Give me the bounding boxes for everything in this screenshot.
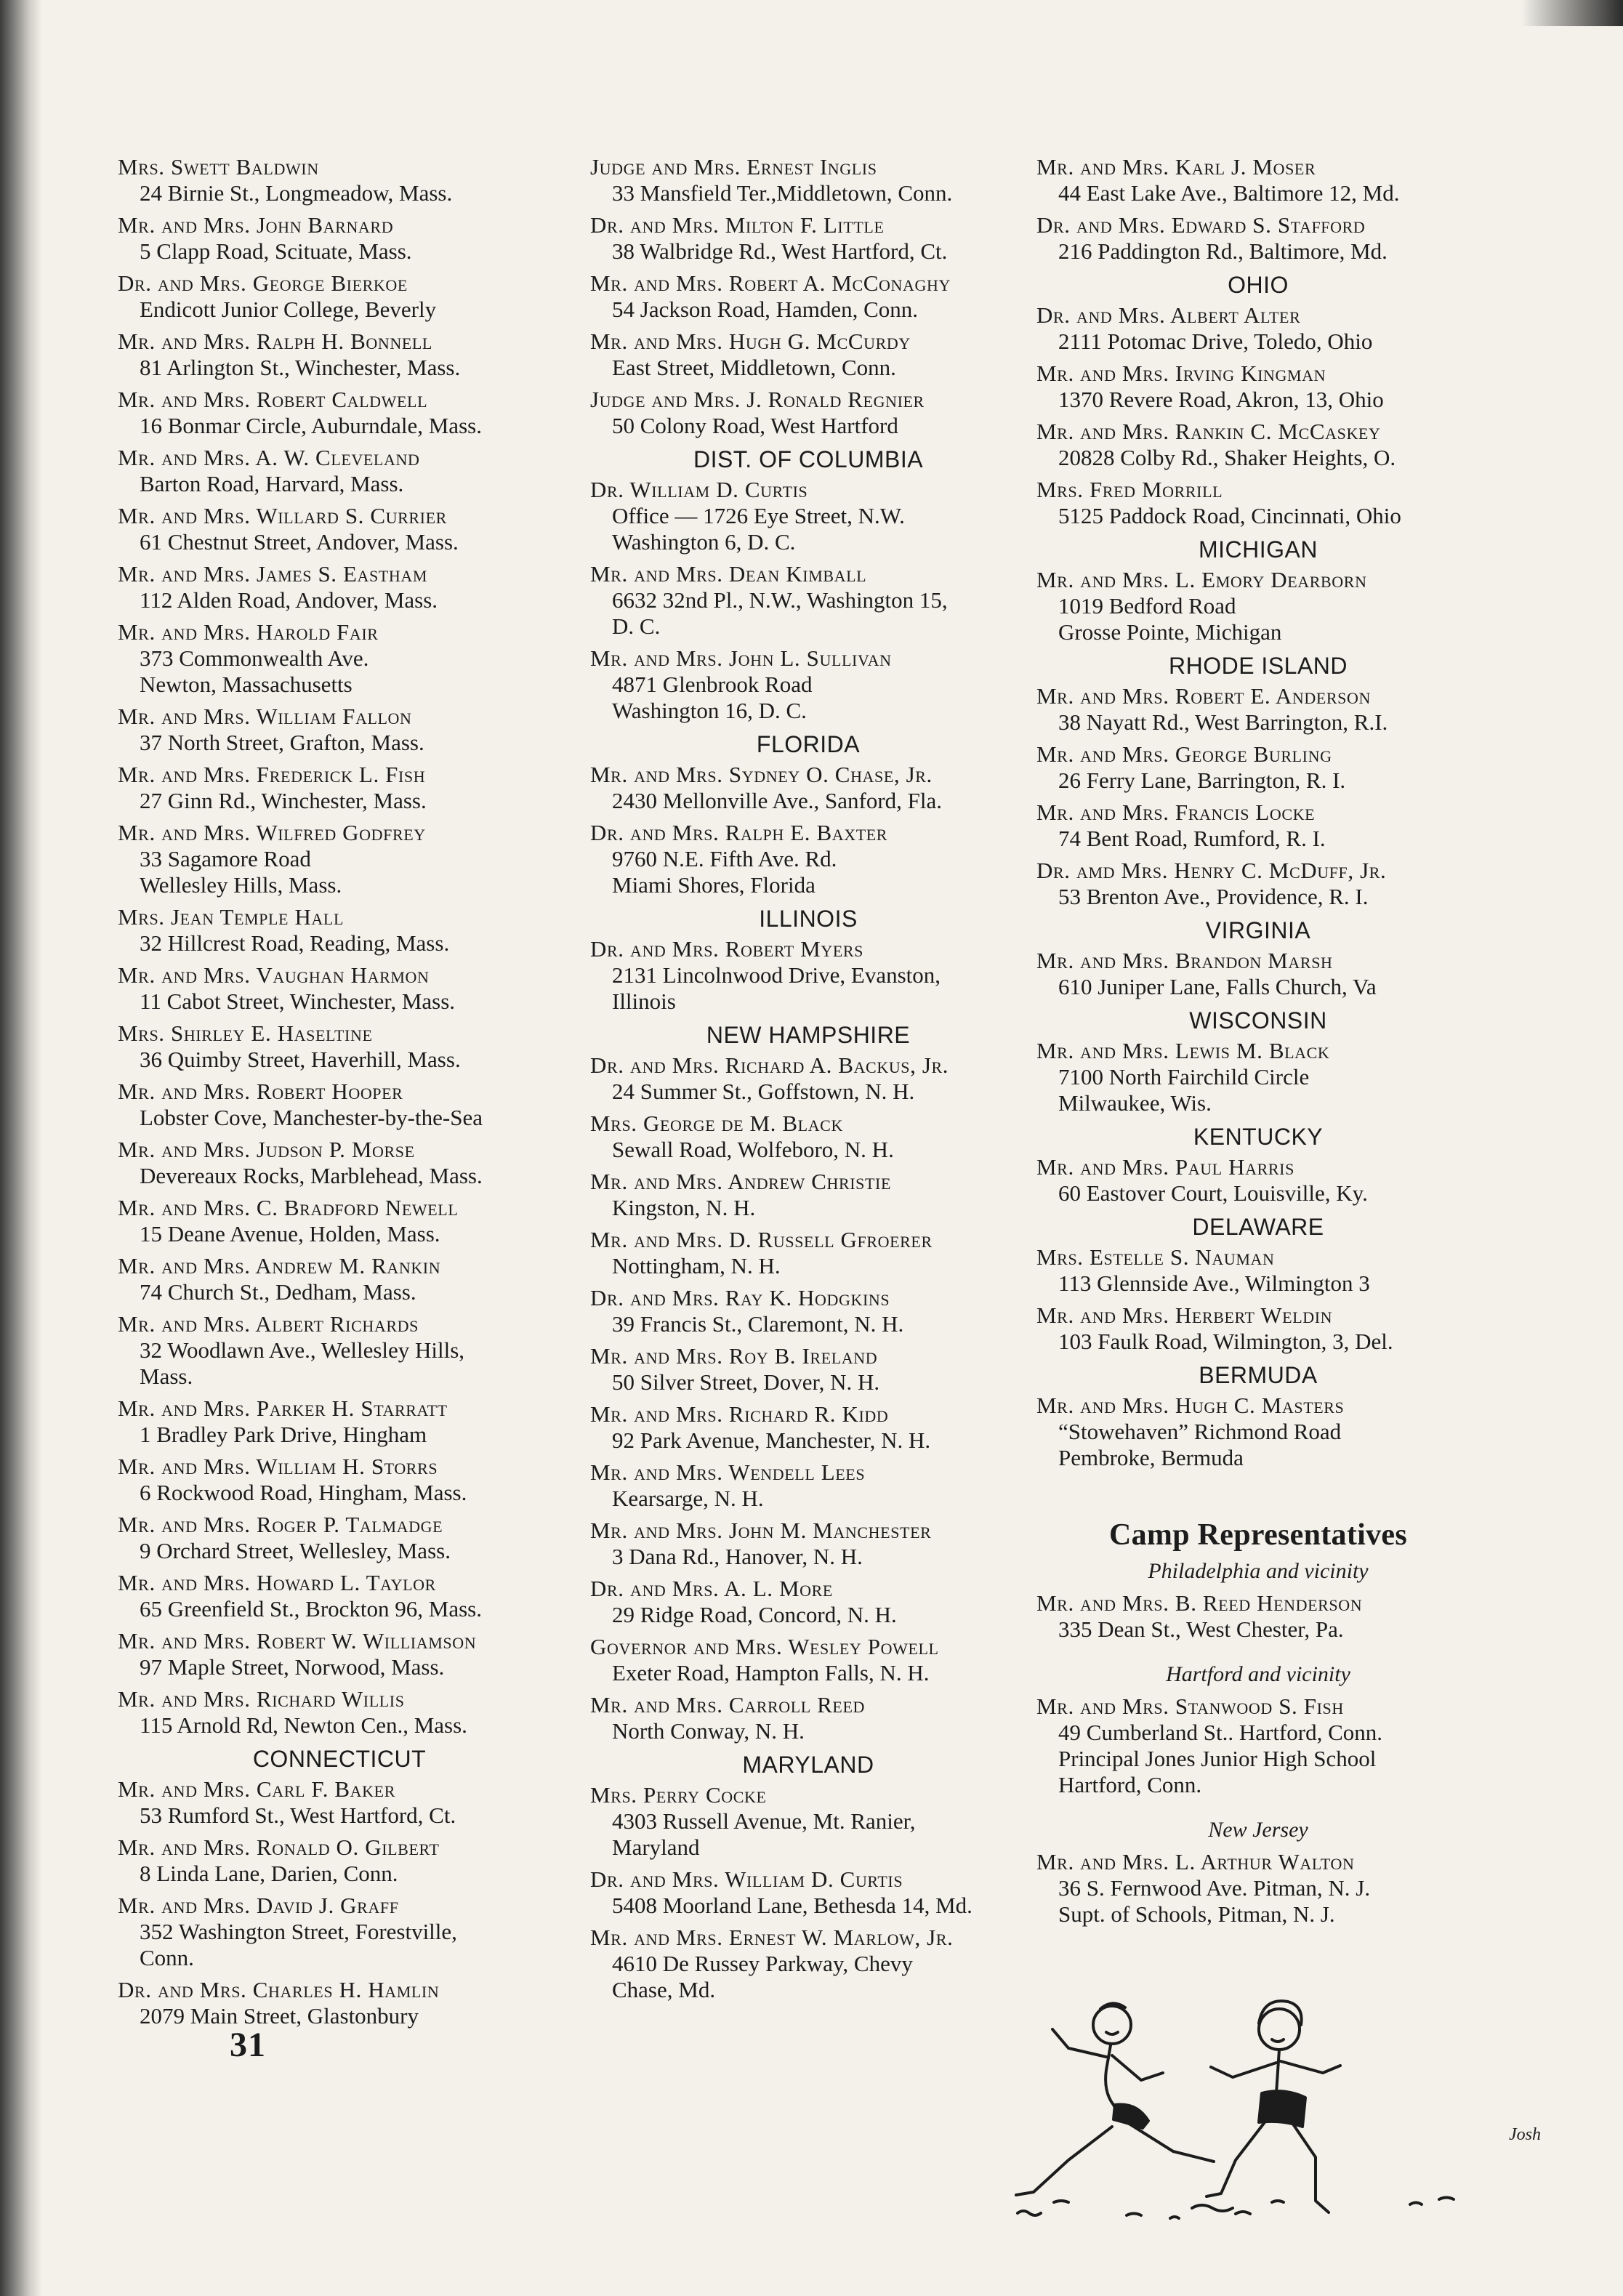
entry-address-line: 74 Bent Road, Rumford, R. I.	[1058, 826, 1326, 851]
entry-address-line: 39 Francis St., Claremont, N. H.	[612, 1311, 904, 1337]
entry-address-line: Pembroke, Bermuda	[1058, 1445, 1244, 1470]
directory-entry	[1036, 477, 1480, 529]
directory-entry	[1036, 683, 1480, 736]
entry-name: Mr. and Mrs. Ralph H. Bonnell	[118, 329, 432, 354]
entry-name: Mr. and Mrs. Dean Kimball	[590, 561, 867, 587]
directory-entry	[118, 962, 561, 1015]
state-heading: WISCONSIN	[1189, 1007, 1327, 1034]
entry-address-line: Office — 1726 Eye Street, N.W.	[612, 503, 905, 528]
entry-address-line: 2079 Main Street, Glastonbury	[140, 2003, 419, 2029]
entry-address-line: 8 Linda Lane, Darien, Conn.	[140, 1861, 398, 1886]
entry-name: Mr. and Mrs. Francis Locke	[1036, 799, 1316, 825]
camp-representatives-title: Camp Representatives	[1108, 1518, 1407, 1552]
entry-address-line: Milwaukee, Wis.	[1058, 1090, 1212, 1116]
directory-entry	[118, 762, 561, 814]
entry-name: Mr. and Mrs. Frederick L. Fish	[118, 762, 426, 787]
directory-entry	[590, 762, 1026, 814]
entry-address-line: 5408 Moorland Lane, Bethesda 14, Md.	[612, 1893, 972, 1918]
entry-name: Mr. and Mrs. David J. Graff	[118, 1893, 399, 1918]
entry-name: Mr. and Mrs. Rankin C. McCaskey	[1036, 419, 1381, 444]
entry-name: Mr. and Mrs. L. Arthur Walton	[1036, 1849, 1355, 1874]
state-heading: NEW HAMPSHIRE	[706, 1022, 911, 1048]
entry-address-line: East Street, Middletown, Conn.	[612, 355, 896, 380]
directory-entry	[1036, 1244, 1480, 1297]
directory-entry	[590, 1576, 1026, 1628]
directory-entry	[118, 1253, 561, 1305]
directory-entry	[1036, 154, 1480, 206]
entry-address-line: 44 East Lake Ave., Baltimore 12, Md.	[1058, 180, 1400, 206]
entry-address-line: 113 Glennside Ave., Wilmington 3	[1058, 1270, 1370, 1296]
entry-name: Mr. and Mrs. John L. Sullivan	[590, 645, 892, 671]
entry-name: Dr. and Mrs. Edward S. Stafford	[1036, 212, 1366, 238]
entry-address-line: 38 Walbridge Rd., West Hartford, Ct.	[612, 238, 948, 264]
entry-address-line: Newton, Massachusetts	[140, 672, 353, 697]
directory-entry	[1036, 948, 1480, 1000]
directory-entry	[118, 1628, 561, 1680]
entry-name: Mr. and Mrs. B. Reed Henderson	[1036, 1590, 1363, 1616]
directory-entry	[590, 820, 1026, 898]
directory-entry	[1036, 858, 1480, 910]
directory-entry	[590, 270, 1026, 323]
directory-entry	[590, 1866, 1026, 1919]
entry-name: Mr. and Mrs. Andrew Christie	[590, 1169, 892, 1194]
entry-address-line: 115 Arnold Rd, Newton Cen., Mass.	[140, 1712, 467, 1738]
entry-address-line: 53 Brenton Ave., Providence, R. I.	[1058, 884, 1369, 909]
entry-address-line: 16 Bonmar Circle, Auburndale, Mass.	[140, 413, 482, 438]
entry-address-line: 74 Church St., Dedham, Mass.	[140, 1279, 416, 1305]
entry-name: Mr. and Mrs. Irving Kingman	[1036, 360, 1326, 386]
entry-name: Mrs. Estelle S. Nauman	[1036, 1244, 1275, 1270]
entry-name: Dr. and Mrs. William D. Curtis	[590, 1866, 903, 1892]
entry-name: Mr. and Mrs. Roger P. Talmadge	[118, 1512, 443, 1537]
entry-name: Judge and Mrs. J. Ronald Regnier	[590, 387, 925, 412]
entry-address-line: Washington 16, D. C.	[612, 698, 807, 723]
entry-name: Mr. and Mrs. Roy B. Ireland	[590, 1343, 878, 1369]
directory-entry	[1036, 419, 1480, 471]
directory-entry	[590, 1518, 1026, 1570]
entry-name: Mrs. Shirley E. Haseltine	[118, 1020, 373, 1046]
entry-address-line: Miami Shores, Florida	[612, 872, 815, 898]
directory-entry	[118, 1776, 561, 1829]
directory-entry	[590, 329, 1026, 381]
entry-address-line: 20828 Colby Rd., Shaker Heights, O.	[1058, 445, 1396, 470]
directory-entry	[590, 1052, 1026, 1105]
directory-entry	[118, 1512, 561, 1564]
directory-column-3	[1036, 154, 1480, 1933]
entry-address-line: Exeter Road, Hampton Falls, N. H.	[612, 1660, 930, 1685]
entry-name: Mr. and Mrs. Herbert Weldin	[1036, 1302, 1333, 1328]
entry-address-line: Lobster Cove, Manchester-by-the-Sea	[140, 1105, 483, 1130]
illustration-signature: Josh	[1509, 2125, 1541, 2144]
entry-address-line: 610 Juniper Lane, Falls Church, Va	[1058, 974, 1377, 999]
entry-name: Dr. and Mrs. Charles H. Hamlin	[118, 1977, 440, 2002]
directory-entry	[590, 1285, 1026, 1337]
state-heading: FLORIDA	[756, 731, 861, 757]
entry-name: Mr. and Mrs. Wilfred Godfrey	[118, 820, 426, 845]
directory-entry	[590, 645, 1026, 724]
entry-address-line: Wellesley Hills, Mass.	[140, 872, 342, 898]
entry-address-line: Sewall Road, Wolfeboro, N. H.	[612, 1137, 894, 1162]
directory-entry	[1036, 1393, 1480, 1471]
directory-entry	[118, 1311, 561, 1390]
entry-address-line: North Conway, N. H.	[612, 1718, 805, 1744]
directory-entry	[590, 1692, 1026, 1744]
entry-address-line: 9760 N.E. Fifth Ave. Rd.	[612, 846, 837, 871]
page-corner-shadow	[1521, 0, 1623, 26]
entry-address-line: 373 Commonwealth Ave.	[140, 645, 369, 671]
entry-address-line: 50 Silver Street, Dover, N. H.	[612, 1369, 880, 1395]
directory-entry	[590, 561, 1026, 640]
directory-column-2	[590, 154, 1026, 2009]
entry-address-line: 2430 Mellonville Ave., Sanford, Fla.	[612, 788, 943, 813]
entry-name: Mrs. Jean Temple Hall	[118, 904, 344, 930]
entry-name: Mr. and Mrs. Ronald O. Gilbert	[118, 1834, 440, 1860]
entry-name: Mr. and Mrs. Robert E. Anderson	[1036, 683, 1371, 709]
entry-name: Dr. and Mrs. George Bierkoe	[118, 270, 408, 296]
entry-address-line: 37 North Street, Grafton, Mass.	[140, 730, 424, 755]
entry-name: Dr. and Mrs. Ralph E. Baxter	[590, 820, 888, 845]
directory-entry	[590, 1782, 1026, 1861]
entry-name: Dr. and Mrs. Ray K. Hodgkins	[590, 1285, 890, 1310]
entry-address-line: 38 Nayatt Rd., West Barrington, R.I.	[1058, 709, 1388, 735]
directory-entry	[118, 387, 561, 439]
entry-address-line: 1019 Bedford Road	[1058, 593, 1236, 619]
entry-name: Mr. and Mrs. John M. Manchester	[590, 1518, 932, 1543]
entry-name: Judge and Mrs. Ernest Inglis	[590, 154, 877, 180]
directory-entry	[1036, 302, 1480, 355]
entry-name: Mr. and Mrs. Carroll Reed	[590, 1692, 865, 1717]
entry-name: Mr. and Mrs. Richard R. Kidd	[590, 1401, 889, 1427]
entry-name: Mr. and Mrs. Albert Richards	[118, 1311, 419, 1337]
entry-address-line: Supt. of Schools, Pitman, N. J.	[1058, 1901, 1335, 1927]
directory-entry	[1036, 799, 1480, 852]
directory-entry	[590, 1227, 1026, 1279]
entry-address-line: 112 Alden Road, Andover, Mass.	[140, 587, 438, 613]
entry-address-line: 33 Mansfield Ter.,Middletown, Conn.	[612, 180, 953, 206]
entry-address-line: 50 Colony Road, West Hartford	[612, 413, 898, 438]
region-subheading: New Jersey	[1208, 1818, 1308, 1842]
running-girls-cartoon-icon	[1003, 1962, 1526, 2268]
directory-entry	[118, 445, 561, 497]
directory-entry	[590, 1634, 1026, 1686]
entry-address-line: 352 Washington Street, Forestville,	[140, 1919, 457, 1944]
directory-entry	[118, 820, 561, 898]
entry-name: Mr. and Mrs. Andrew M. Rankin	[118, 1253, 441, 1278]
directory-entry	[590, 936, 1026, 1015]
entry-address-line: 7100 North Fairchild Circle	[1058, 1064, 1310, 1089]
entry-address-line: “Stowehaven” Richmond Road	[1058, 1419, 1342, 1444]
entry-address-line: 6 Rockwood Road, Hingham, Mass.	[140, 1480, 467, 1505]
directory-entry	[118, 704, 561, 756]
directory-entry	[118, 1454, 561, 1506]
entry-name: Dr. and Mrs. Albert Alter	[1036, 302, 1301, 328]
directory-entry	[118, 503, 561, 555]
entry-name: Mr. and Mrs. L. Emory Dearborn	[1036, 567, 1367, 592]
entry-address-line: 103 Faulk Road, Wilmington, 3, Del.	[1058, 1329, 1393, 1354]
entry-address-line: 11 Cabot Street, Winchester, Mass.	[140, 988, 456, 1014]
page-number: 31	[230, 2026, 266, 2064]
entry-name: Mr. and Mrs. D. Russell Gfroerer	[590, 1227, 933, 1252]
entry-address-line: 6632 32nd Pl., N.W., Washington 15,	[612, 587, 948, 613]
entry-name: Dr. and Mrs. Robert Myers	[590, 936, 863, 962]
directory-entry	[590, 1343, 1026, 1395]
entry-address-line: 81 Arlington St., Winchester, Mass.	[140, 355, 461, 380]
entry-address-line: 61 Chestnut Street, Andover, Mass.	[140, 529, 459, 555]
entry-name: Mr. and Mrs. Hugh C. Masters	[1036, 1393, 1345, 1418]
entry-address-line: Nottingham, N. H.	[612, 1253, 781, 1278]
state-heading: CONNECTICUT	[252, 1746, 427, 1772]
entry-name: Mr. and Mrs. Willard S. Currier	[118, 503, 447, 528]
entry-address-line: Chase, Md.	[612, 1977, 716, 2002]
entry-name: Mr. and Mrs. Richard Willis	[118, 1686, 405, 1712]
entry-name: Mr. and Mrs. Carl F. Baker	[118, 1776, 395, 1802]
entry-address-line: Kearsarge, N. H.	[612, 1486, 764, 1511]
entry-name: Mr. and Mrs. Wendell Lees	[590, 1459, 866, 1485]
entry-name: Dr. and Mrs. Richard A. Backus, Jr.	[590, 1052, 949, 1078]
directory-entry	[1036, 1038, 1480, 1116]
entry-name: Mr. and Mrs. James S. Eastham	[118, 561, 428, 587]
entry-address-line: 49 Cumberland St.. Hartford, Conn.	[1058, 1720, 1383, 1745]
entry-address-line: 92 Park Avenue, Manchester, N. H.	[612, 1427, 931, 1453]
directory-entry	[118, 1834, 561, 1887]
directory-entry	[118, 329, 561, 381]
directory-entry	[1036, 741, 1480, 794]
entry-address-line: 60 Eastover Court, Louisville, Ky.	[1058, 1180, 1368, 1206]
entry-address-line: 5 Clapp Road, Scituate, Mass.	[140, 238, 412, 264]
directory-entry	[1036, 212, 1480, 265]
entry-address-line: 53 Rumford St., West Hartford, Ct.	[140, 1802, 456, 1828]
entry-address-line: Illinois	[612, 988, 676, 1014]
state-heading: OHIO	[1228, 272, 1289, 298]
entry-address-line: 33 Sagamore Road	[140, 846, 311, 871]
entry-address-line: 2131 Lincolnwood Drive, Evanston,	[612, 962, 941, 988]
entry-address-line: Mass.	[140, 1363, 193, 1389]
entry-address-line: 36 S. Fernwood Ave. Pitman, N. J.	[1058, 1875, 1371, 1901]
directory-entry	[590, 387, 1026, 439]
directory-entry	[1036, 1693, 1480, 1798]
entry-name: Dr. and Mrs. Milton F. Little	[590, 212, 885, 238]
entry-address-line: Kingston, N. H.	[612, 1195, 756, 1220]
state-heading: KENTUCKY	[1193, 1124, 1324, 1150]
entry-name: Mr. and Mrs. Judson P. Morse	[118, 1137, 415, 1162]
entry-address-line: 1370 Revere Road, Akron, 13, Ohio	[1058, 387, 1384, 412]
entry-address-line: 335 Dean St., West Chester, Pa.	[1058, 1616, 1344, 1642]
entry-address-line: Maryland	[612, 1834, 700, 1860]
entry-address-line: D. C.	[612, 613, 661, 639]
entry-name: Dr. and Mrs. A. L. More	[590, 1576, 833, 1601]
directory-entry	[118, 270, 561, 323]
directory-entry	[118, 212, 561, 265]
directory-entry	[590, 1401, 1026, 1454]
entry-address-line: 36 Quimby Street, Haverhill, Mass.	[140, 1047, 461, 1072]
entry-address-line: 15 Deane Avenue, Holden, Mass.	[140, 1221, 440, 1246]
state-heading: DELAWARE	[1192, 1214, 1324, 1240]
directory-entry	[590, 477, 1026, 555]
directory-entry	[1036, 567, 1480, 645]
region-subheading: Philadelphia and vicinity	[1148, 1559, 1369, 1583]
entry-address-line: 4610 De Russey Parkway, Chevy	[612, 1951, 913, 1976]
directory-entry	[118, 561, 561, 613]
entry-address-line: Grosse Pointe, Michigan	[1058, 619, 1282, 645]
entry-address-line: 3 Dana Rd., Hanover, N. H.	[612, 1544, 863, 1569]
page-binding-shadow	[0, 0, 42, 2296]
entry-address-line: 24 Summer St., Goffstown, N. H.	[612, 1079, 915, 1104]
entry-address-line: 32 Woodlawn Ave., Wellesley Hills,	[140, 1337, 465, 1363]
directory-entry	[118, 1079, 561, 1131]
directory-entry	[590, 1111, 1026, 1163]
entry-address-line: Endicott Junior College, Beverly	[140, 297, 437, 322]
directory-entry	[590, 1925, 1026, 2003]
entry-name: Mrs. Fred Morrill	[1036, 477, 1223, 502]
entry-name: Dr. William D. Curtis	[590, 477, 808, 502]
entry-address-line: 4871 Glenbrook Road	[612, 672, 813, 697]
entry-name: Dr. amd Mrs. Henry C. McDuff, Jr.	[1036, 858, 1387, 883]
entry-address-line: 24 Birnie St., Longmeadow, Mass.	[140, 180, 453, 206]
directory-entry	[118, 1195, 561, 1247]
entry-name: Governor and Mrs. Wesley Powell	[590, 1634, 939, 1659]
entry-name: Mr. and Mrs. Stanwood S. Fish	[1036, 1693, 1344, 1719]
entry-address-line: 9 Orchard Street, Wellesley, Mass.	[140, 1538, 451, 1563]
state-heading: MICHIGAN	[1199, 536, 1318, 563]
directory-entry	[1036, 1154, 1480, 1207]
directory-entry	[590, 154, 1026, 206]
entry-address-line: 54 Jackson Road, Hamden, Conn.	[612, 297, 919, 322]
entry-name: Mr. and Mrs. William Fallon	[118, 704, 412, 729]
entry-address-line: Washington 6, D. C.	[612, 529, 796, 555]
entry-name: Mr. and Mrs. Harold Fair	[118, 619, 379, 645]
entry-name: Mr. and Mrs. Robert Caldwell	[118, 387, 428, 412]
entry-name: Mr. and Mrs. C. Bradford Newell	[118, 1195, 459, 1220]
entry-address-line: Principal Jones Junior High School	[1058, 1746, 1377, 1771]
directory-entry	[118, 1893, 561, 1971]
directory-entry	[118, 1137, 561, 1189]
directory-entry	[118, 1686, 561, 1739]
directory-entry	[118, 1020, 561, 1073]
directory-entry	[1036, 360, 1480, 413]
entry-address-line: 5125 Paddock Road, Cincinnati, Ohio	[1058, 503, 1401, 528]
entry-address-line: 26 Ferry Lane, Barrington, R. I.	[1058, 768, 1346, 793]
directory-entry	[590, 1459, 1026, 1512]
entry-name: Mrs. Perry Cocke	[590, 1782, 767, 1808]
entry-name: Mr. and Mrs. William H. Storrs	[118, 1454, 438, 1479]
entry-address-line: 2111 Potomac Drive, Toledo, Ohio	[1058, 329, 1373, 354]
entry-address-line: 216 Paddington Rd., Baltimore, Md.	[1058, 238, 1388, 264]
entry-name: Mrs. Swett Baldwin	[118, 154, 319, 180]
directory-entry	[1036, 1302, 1480, 1355]
entry-address-line: 1 Bradley Park Drive, Hingham	[140, 1422, 427, 1447]
directory-entry	[118, 1395, 561, 1448]
directory-entry	[590, 212, 1026, 265]
directory-entry	[118, 154, 561, 206]
entry-name: Mr. and Mrs. Robert W. Williamson	[118, 1628, 477, 1653]
entry-address-line: 29 Ridge Road, Concord, N. H.	[612, 1602, 897, 1627]
directory-entry	[118, 1977, 561, 2029]
entry-name: Mr. and Mrs. Vaughan Harmon	[118, 962, 430, 988]
entry-address-line: Barton Road, Harvard, Mass.	[140, 471, 404, 496]
directory-entry	[1036, 1849, 1480, 1928]
state-heading: BERMUDA	[1199, 1362, 1318, 1388]
directory-entry	[590, 1169, 1026, 1221]
entry-name: Mr. and Mrs. Hugh G. McCurdy	[590, 329, 911, 354]
state-heading: MARYLAND	[742, 1752, 874, 1778]
state-heading: ILLINOIS	[759, 906, 858, 932]
entry-name: Mr. and Mrs. Karl J. Moser	[1036, 154, 1316, 180]
directory-entry	[118, 904, 561, 956]
entry-address-line: Devereaux Rocks, Marblehead, Mass.	[140, 1163, 483, 1188]
entry-name: Mr. and Mrs. Paul Harris	[1036, 1154, 1294, 1180]
region-subheading: Hartford and vicinity	[1166, 1662, 1350, 1686]
entry-name: Mr. and Mrs. Brandon Marsh	[1036, 948, 1333, 973]
entry-address-line: Hartford, Conn.	[1058, 1772, 1202, 1797]
entry-name: Mr. and Mrs. Ernest W. Marlow, Jr.	[590, 1925, 954, 1950]
entry-address-line: 65 Greenfield St., Brockton 96, Mass.	[140, 1596, 482, 1622]
entry-address-line: 4303 Russell Avenue, Mt. Ranier,	[612, 1808, 916, 1834]
directory-entry	[118, 1570, 561, 1622]
entry-name: Mr. and Mrs. Howard L. Taylor	[118, 1570, 436, 1595]
directory-entry	[118, 619, 561, 698]
directory-entry	[1036, 1590, 1480, 1643]
entry-name: Mr. and Mrs. Robert A. McConaghy	[590, 270, 951, 296]
state-heading: VIRGINIA	[1205, 917, 1311, 943]
entry-address-line: 97 Maple Street, Norwood, Mass.	[140, 1654, 445, 1680]
state-heading: DIST. OF COLUMBIA	[693, 446, 924, 472]
entry-name: Mr. and Mrs. A. W. Cleveland	[118, 445, 420, 470]
entry-name: Mr. and Mrs. Parker H. Starratt	[118, 1395, 448, 1421]
entry-address-line: Conn.	[140, 1945, 194, 1970]
entry-address-line: 27 Ginn Rd., Winchester, Mass.	[140, 788, 427, 813]
entry-name: Mr. and Mrs. Lewis M. Black	[1036, 1038, 1330, 1063]
directory-column-1	[118, 154, 561, 2035]
entry-name: Mrs. George de M. Black	[590, 1111, 843, 1136]
entry-name: Mr. and Mrs. George Burling	[1036, 741, 1332, 767]
entry-name: Mr. and Mrs. Sydney O. Chase, Jr.	[590, 762, 933, 787]
entry-name: Mr. and Mrs. Robert Hooper	[118, 1079, 403, 1104]
entry-name: Mr. and Mrs. John Barnard	[118, 212, 394, 238]
state-heading: RHODE ISLAND	[1168, 653, 1348, 679]
entry-address-line: 32 Hillcrest Road, Reading, Mass.	[140, 930, 450, 956]
